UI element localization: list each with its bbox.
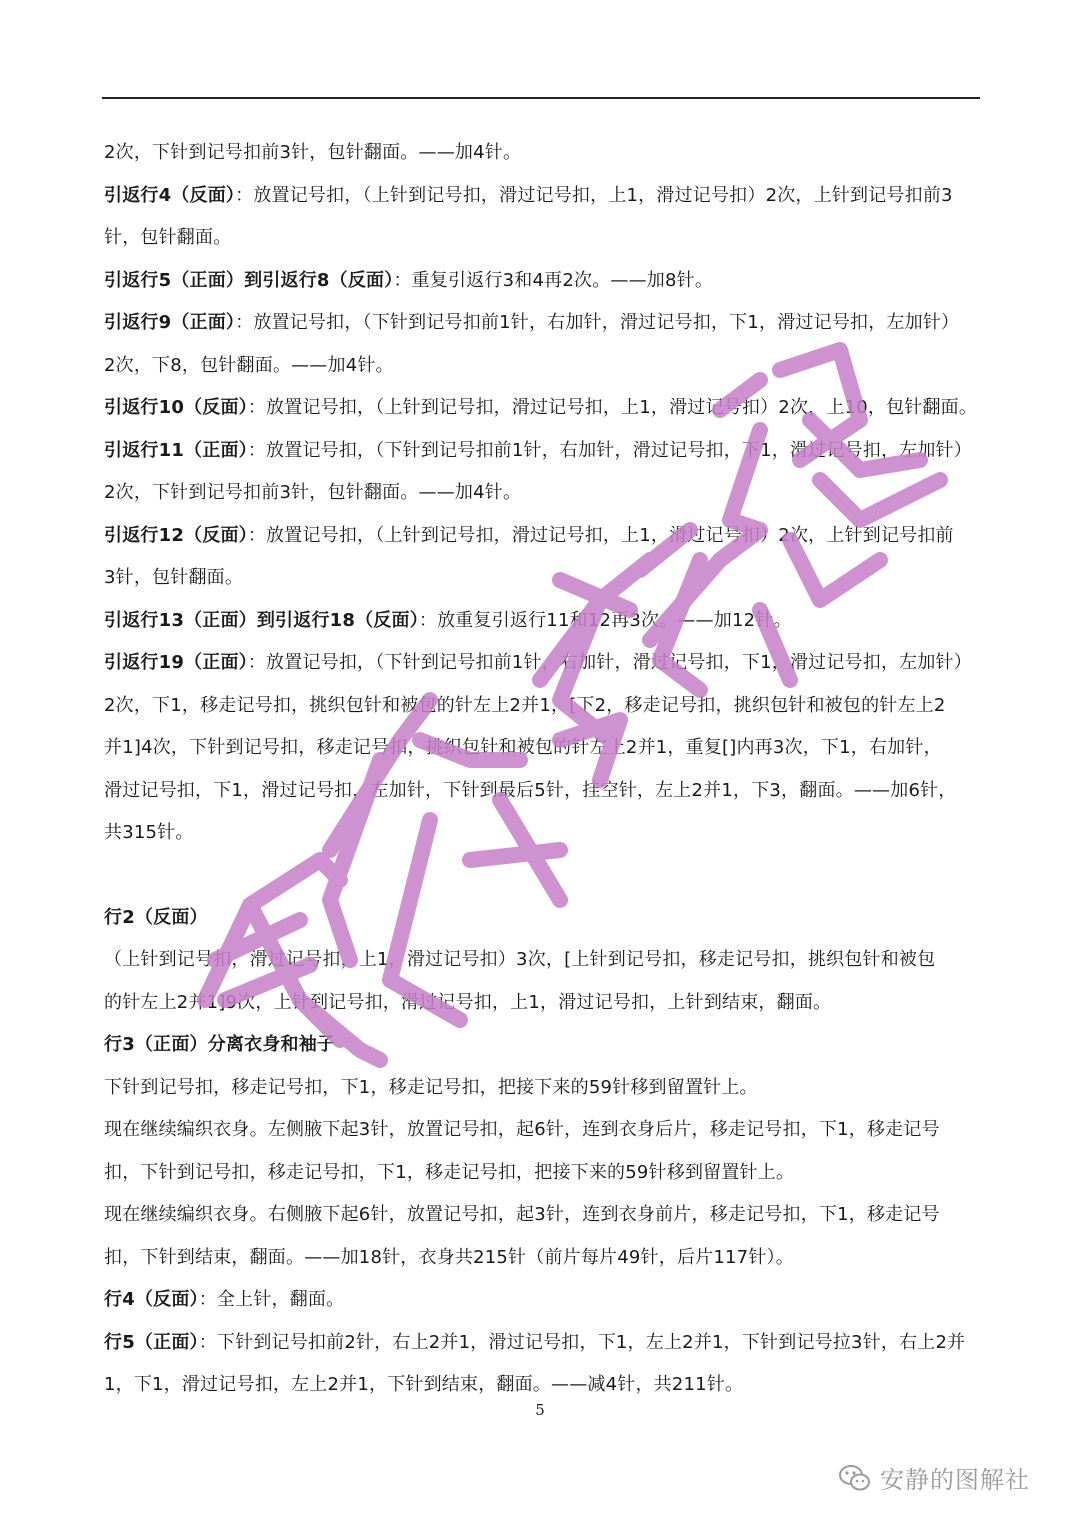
row-label: 行3（正面）分离衣身和袖子 xyxy=(104,1034,336,1055)
text-line xyxy=(104,648,984,691)
row-label: 引返行13（正面）到引返行18（反面） xyxy=(104,609,419,631)
row-text: 现在继续编织衣身。左侧腋下起3针，放置记号扣，起6针，连到衣身后片，移走记号扣，下1，移走记号 xyxy=(104,1119,940,1140)
row-label: 引返行19（正面） xyxy=(104,652,248,673)
text-line xyxy=(104,1243,984,1286)
text-line xyxy=(104,521,984,564)
row-text: 1，下1，滑过记号扣，左上2并1，下针到结束，翻面。——减4针，共211针。 xyxy=(104,1374,744,1395)
text-line xyxy=(104,1200,984,1243)
row-text: ：放置记号扣，（下针到记号扣前1针，右加针，滑过记号扣，下1，滑过记号扣，左加针） xyxy=(247,652,972,673)
text-line xyxy=(104,691,984,734)
text-line xyxy=(104,1030,984,1073)
page-number: 5 xyxy=(535,1401,545,1419)
text-line xyxy=(104,393,984,436)
row-label: 行2（反面） xyxy=(104,906,208,928)
text-line xyxy=(104,563,984,606)
text-line xyxy=(104,903,984,946)
row-text: ：放置记号扣，（下针到记号扣前1针，右加针，滑过记号扣，下1，滑过记号扣，左加针） xyxy=(235,312,960,333)
row-text: ：放置记号扣，（下针到记号扣前1针，右加针，滑过记号扣，下1，滑过记号扣，左加针） xyxy=(247,439,972,461)
text-line xyxy=(104,223,984,266)
text-line xyxy=(104,181,984,224)
row-label: 引返行9（正面） xyxy=(104,312,236,333)
text-line xyxy=(104,733,984,776)
row-text: 2次，下针到记号扣前3针，包针翻面。——加4针。 xyxy=(104,482,522,503)
text-line xyxy=(104,818,984,861)
row-text: 滑过记号扣，下1，滑过记号扣，左加针，下针到最后5针，挂空针，左上2并1，下3，翻面。——加6针， xyxy=(104,779,957,801)
row-text: 2次，下1，移走记号扣，挑织包针和被包的针左上2并1，[下2，移走记号扣，挑织包针和被包的针左上2 xyxy=(104,694,946,716)
row-text: 扣，下针到结束，翻面。——加18针，衣身共215针（前片每片49针，后片117针）。 xyxy=(104,1246,794,1268)
text-line xyxy=(104,351,984,394)
text-line xyxy=(104,436,984,479)
chat-bubble-icon xyxy=(838,1461,872,1495)
row-text: 扣，下针到记号扣，移走记号扣，下1，移走记号扣，把接下来的59针移到留置针上。 xyxy=(104,1161,795,1183)
row-text: 下针到记号扣，移走记号扣，下1，移走记号扣，把接下来的59针移到留置针上。 xyxy=(104,1076,758,1098)
row-text: 2次，下8，包针翻面。——加4针。 xyxy=(104,354,394,376)
row-text: ：放置记号扣，（上针到记号扣，滑过记号扣，上1，滑过记号扣）2次，上针到记号扣前 xyxy=(247,524,954,546)
row-text: ：放置记号扣，（上针到记号扣，滑过记号扣，上1，滑过记号扣）2次，上10，包针翻面。 xyxy=(247,397,978,418)
row-text: 针，包针翻面。 xyxy=(104,227,232,248)
text-line xyxy=(104,138,984,181)
text-line xyxy=(104,606,984,649)
text-line xyxy=(104,478,984,521)
row-text: ：放重复引返行11和12再3次。——加12针。 xyxy=(418,609,792,631)
row-label: 引返行5（正面）到引返行8（反面） xyxy=(104,269,394,291)
text-line xyxy=(104,1158,984,1201)
text-line xyxy=(104,1285,984,1328)
text-line xyxy=(104,1115,984,1158)
brand-text: 安静的图解社 xyxy=(880,1466,1030,1494)
row-label: 引返行11（正面） xyxy=(104,439,248,461)
row-text: 3针，包针翻面。 xyxy=(104,567,244,588)
row-text: ：重复引返行3和4再2次。——加8针。 xyxy=(393,269,714,291)
text-line xyxy=(104,945,984,988)
text-line xyxy=(104,776,984,819)
document-body xyxy=(104,138,984,1413)
paragraph-gap xyxy=(104,861,984,903)
row-text: ：全上针，翻面。 xyxy=(198,1289,345,1310)
row-label: 引返行10（反面） xyxy=(104,397,248,418)
row-label: 引返行12（反面） xyxy=(104,524,248,546)
row-text: 并1]4次，下针到记号扣，移走记号扣，挑织包针和被包的针左上2并1，重复[]内再3次，下1，右加针， xyxy=(104,737,942,758)
text-line xyxy=(104,308,984,351)
brand-badge xyxy=(838,1460,1030,1495)
row-text: ：下针到记号扣前2针，右上2并1，滑过记号扣，下1，左上2并1，下针到记号拉3针，右上2并 xyxy=(198,1331,966,1353)
row-text: 现在继续编织衣身。右侧腋下起6针，放置记号扣，起3针，连到衣身前片，移走记号扣，下1，移走记号 xyxy=(104,1204,940,1225)
text-line xyxy=(104,1073,984,1116)
row-text: ：放置记号扣，（上针到记号扣，滑过记号扣，上1，滑过记号扣）2次，上针到记号扣前3 xyxy=(235,184,953,206)
text-line xyxy=(104,1328,984,1371)
row-text: 的针左上2并1]9次，上针到记号扣，滑过记号扣，上1，滑过记号扣，上针到结束，翻面。 xyxy=(104,991,832,1013)
header-rule xyxy=(102,97,980,99)
row-label: 行5（正面） xyxy=(104,1331,199,1353)
text-line xyxy=(104,988,984,1031)
row-text: （上针到记号扣，滑过记号扣，上1，滑过记号扣）3次，[上针到记号扣，移走记号扣，挑织包针和被包 xyxy=(104,949,936,970)
row-text: 共315针。 xyxy=(104,822,194,843)
row-label: 引返行4（反面） xyxy=(104,184,236,206)
text-line xyxy=(104,266,984,309)
row-text: 2次，下针到记号扣前3针，包针翻面。——加4针。 xyxy=(104,142,522,163)
row-label: 行4（反面） xyxy=(104,1289,199,1310)
